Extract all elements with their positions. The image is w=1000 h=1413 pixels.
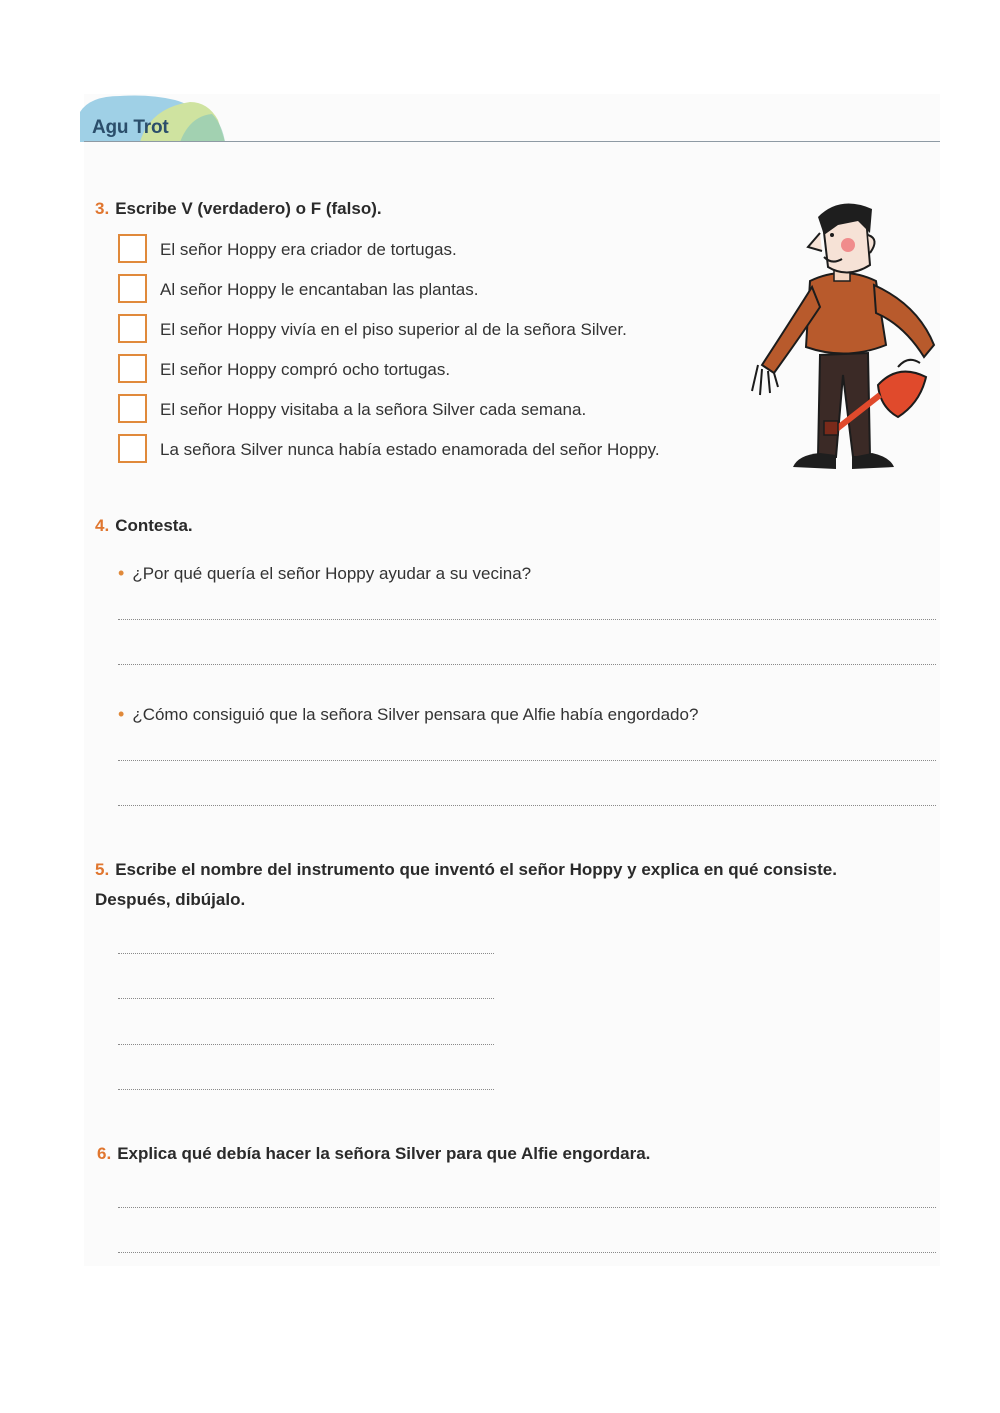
question-1-text: ¿Por qué quería el señor Hoppy ayudar a su vecina? [132, 564, 532, 583]
tf-item-2 [118, 274, 738, 306]
answer-line-4-2b[interactable] [118, 805, 936, 806]
bullet-icon: • [118, 704, 125, 724]
exercise-4-heading: Contesta. [115, 516, 193, 535]
mr-hoppy-illustration [748, 195, 938, 480]
exercise-4-question-2 [118, 704, 698, 725]
tf-answer-box-2[interactable] [118, 274, 147, 303]
tf-item-4 [118, 354, 738, 386]
header-title: Agu Trot [92, 117, 169, 138]
answer-line-5-b[interactable] [118, 998, 494, 999]
tf-item-3 [118, 314, 738, 346]
tf-statement-1: El señor Hoppy era criador de tortugas. [160, 240, 457, 259]
tf-statement-6: La señora Silver nunca había estado enamorada del señor Hoppy. [160, 440, 660, 459]
exercise-5-number: 5. [95, 860, 110, 879]
tf-answer-box-1[interactable] [118, 234, 147, 263]
exercise-5-title [95, 855, 895, 915]
exercise-6-title [97, 1139, 650, 1169]
tf-statement-5: El señor Hoppy visitaba a la señora Silver cada semana. [160, 400, 587, 419]
tf-item-1 [118, 234, 738, 266]
exercise-4-question-1 [118, 563, 531, 584]
exercise-6-number: 6. [97, 1144, 112, 1163]
answer-line-5-d[interactable] [118, 1089, 494, 1090]
tf-answer-box-6[interactable] [118, 434, 147, 463]
exercise-3-number: 3. [95, 199, 110, 218]
tf-answer-box-3[interactable] [118, 314, 147, 343]
exercise-5-heading: Escribe el nombre del instrumento que inventó el señor Hoppy y explica en qué consiste. Después, dibújalo. [95, 860, 837, 909]
answer-line-4-2a[interactable] [118, 760, 936, 761]
tf-answer-box-4[interactable] [118, 354, 147, 383]
header-divider [84, 141, 940, 142]
answer-line-5-a[interactable] [118, 953, 494, 954]
tf-statement-2: Al señor Hoppy le encantaban las plantas. [160, 280, 479, 299]
answer-line-5-c[interactable] [118, 1044, 494, 1045]
tf-statement-4: El señor Hoppy compró ocho tortugas. [160, 360, 451, 379]
exercise-3-title [95, 194, 382, 224]
answer-line-6-b[interactable] [118, 1252, 936, 1253]
exercise-4-number: 4. [95, 516, 110, 535]
exercise-4-title [95, 511, 193, 541]
tf-statement-3: El señor Hoppy vivía en el piso superior al de la señora Silver. [160, 320, 627, 339]
tf-item-6 [118, 434, 738, 466]
tf-answer-box-5[interactable] [118, 394, 147, 423]
answer-line-6-a[interactable] [118, 1207, 936, 1208]
question-2-text: ¿Cómo consiguió que la señora Silver pensara que Alfie había engordado? [132, 705, 699, 724]
bullet-icon: • [118, 563, 125, 583]
answer-line-4-1b[interactable] [118, 664, 936, 665]
exercise-3-heading: Escribe V (verdadero) o F (falso). [115, 199, 382, 218]
tf-item-5 [118, 394, 738, 426]
exercise-6-heading: Explica qué debía hacer la señora Silver para que Alfie engordara. [117, 1144, 651, 1163]
answer-line-4-1a[interactable] [118, 619, 936, 620]
